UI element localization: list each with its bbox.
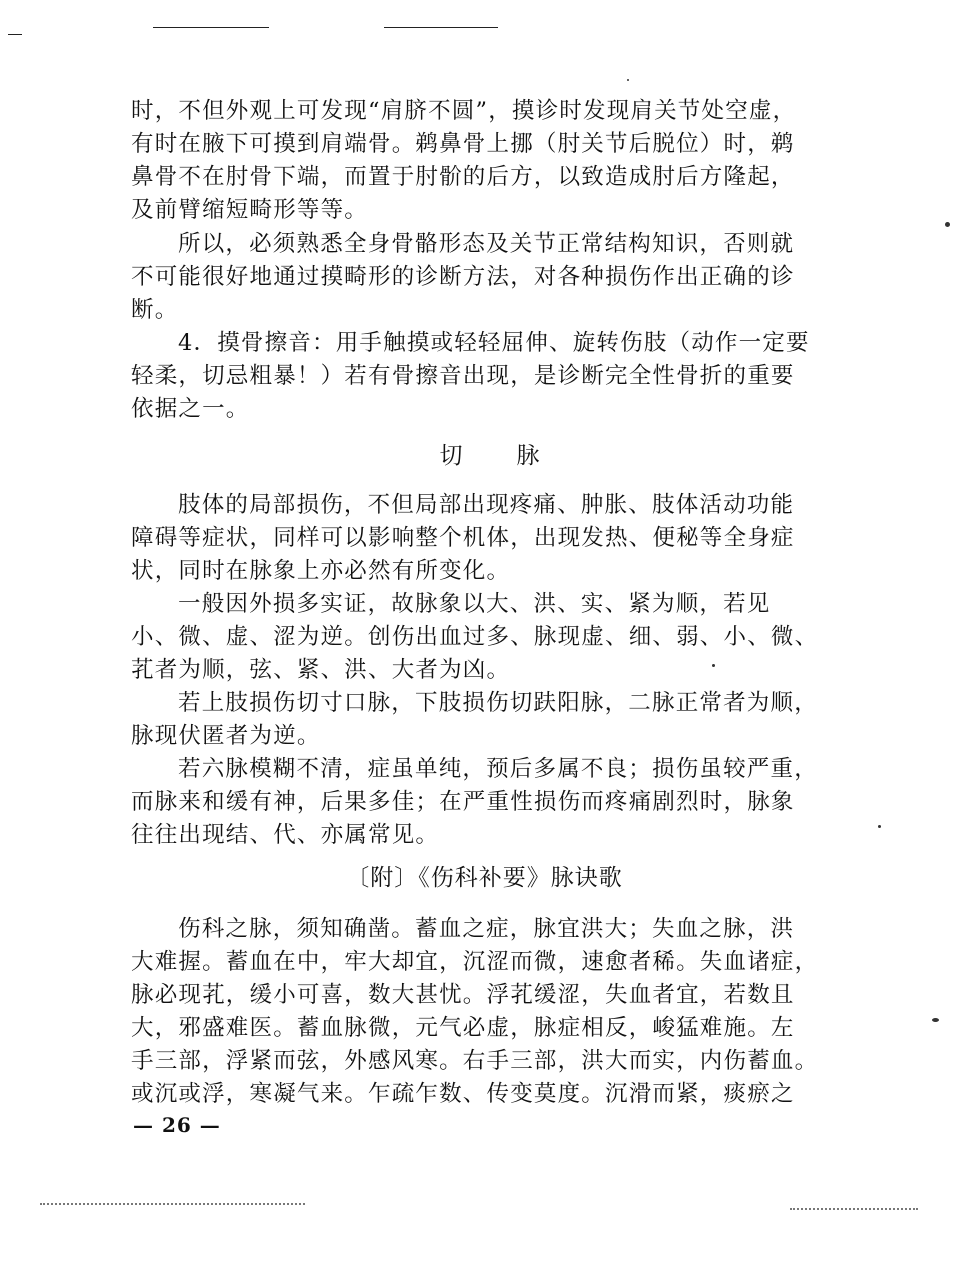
body-line: 状，同时在脉象上亦必然有所变化。 — [131, 558, 511, 584]
body-line: 若六脉模糊不清，症虽单纯，预后多属不良；损伤虽较严重， — [178, 756, 818, 782]
body-line: 芤者为顺，弦、紧、洪、大者为凶。 — [131, 657, 511, 683]
scan-bottom-dashes — [40, 1203, 305, 1207]
body-line: 时，不但外观上可发现“肩脐不圆”，摸诊时发现肩关节处空虚， — [131, 98, 797, 124]
body-line: 4．摸骨擦音：用手触摸或轻轻屈伸、旋转伤肢（动作一定要 — [178, 330, 810, 356]
body-line: 依据之一。 — [131, 396, 250, 422]
scan-speck — [945, 222, 950, 227]
body-line: 若上肢损伤切寸口脉，下肢损伤切趺阳脉，二脉正常者为顺， — [178, 690, 818, 716]
body-line: 鼻骨不在肘骨下端，而置于肘骱的后方，以致造成肘后方隆起， — [131, 164, 795, 190]
body-line: 轻柔，切忌粗暴！）若有骨擦音出现，是诊断完全性骨折的重要 — [131, 363, 795, 389]
scan-bottom-dashes — [790, 1208, 918, 1212]
body-line: 脉必现芤，缓小可喜，数大甚忧。浮芤缓涩，失血者宜，若数且 — [131, 982, 795, 1008]
body-line: 而脉来和缓有神，后果多佳；在严重性损伤而疼痛剧烈时，脉象 — [131, 789, 795, 815]
section-title: 切脉 — [439, 443, 594, 469]
body-line: 或沉或浮，寒凝气来。乍疏乍数、传变莫度。沉滑而紧，痰瘀之 — [131, 1081, 795, 1107]
scan-speck — [878, 825, 881, 828]
body-line: 大难握。蓄血在中，牢大却宜，沉涩而微，速愈者稀。失血诸症， — [131, 949, 819, 975]
top-rule-left — [8, 34, 22, 35]
body-line: 一般因外损多实证，故脉象以大、洪、实、紧为顺，若见 — [178, 591, 771, 617]
body-line: 不可能很好地通过摸畸形的诊断方法，对各种损伤作出正确的诊 — [131, 264, 795, 290]
body-line: 脉现伏匿者为逆。 — [131, 723, 321, 749]
scan-speck — [627, 79, 629, 81]
body-line: 有时在腋下可摸到肩端骨。鹈鼻骨上挪（肘关节后脱位）时，鹈 — [131, 131, 795, 157]
body-line: 断。 — [131, 297, 179, 323]
body-line: 肢体的局部损伤，不但局部出现疼痛、肿胀、肢体活动功能 — [178, 492, 795, 518]
scan-speck — [712, 664, 715, 667]
body-line: 小、微、虚、涩为逆。创伤出血过多、脉现虚、细、弱、小、微、 — [131, 624, 819, 650]
body-line: 障碍等症状，同样可以影响整个机体，出现发热、便秘等全身症 — [131, 525, 795, 551]
top-rule-middle — [153, 27, 269, 28]
body-line: 手三部，浮紧而弦，外感风寒。右手三部，洪大而实，内伤蓄血。 — [131, 1048, 819, 1074]
top-rule-right — [384, 27, 498, 28]
body-line: 及前臂缩短畸形等等。 — [131, 197, 369, 223]
body-line: 大，邪盛难医。蓄血脉微，元气必虚，脉症相反，峻猛难施。左 — [131, 1015, 795, 1041]
body-line: 往往出现结、代、亦属常见。 — [131, 822, 440, 848]
body-line: 伤科之脉，须知确凿。蓄血之症，脉宜洪大；失血之脉，洪 — [178, 916, 795, 942]
appendix-title: 〔附〕《伤科补要》脉诀歌 — [346, 865, 623, 891]
body-line: 所以，必须熟悉全身骨骼形态及关节正常结构知识，否则就 — [178, 231, 795, 257]
scan-speck — [932, 1018, 939, 1022]
page-number: — 26 — — [133, 1113, 221, 1137]
